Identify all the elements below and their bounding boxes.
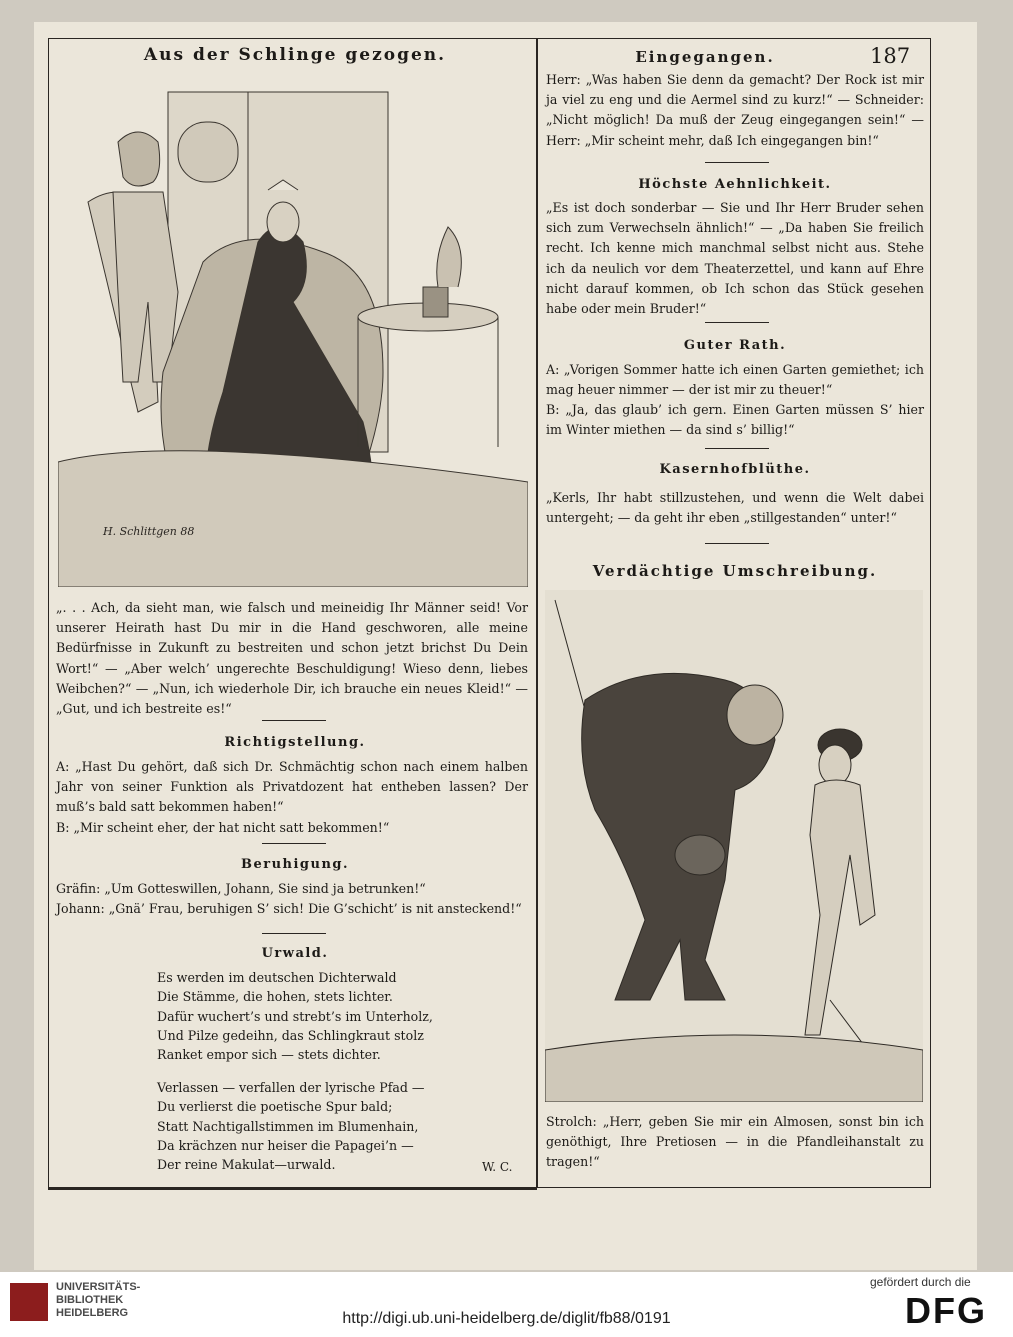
heading-kasernhof: Kasernhofblüthe. [659,462,811,477]
illustration-couple [58,82,528,587]
illustration-signature: H. Schlittgen 88 [103,525,195,538]
umschreibung-caption: Strolch: „Herr, geben Sie mir ein Almosen, sonst bin ich genöthigt, Ihre Pretiosen — in die Pfandleihanstalt zu tragen!“ [546,1114,924,1170]
library-name-line: UNIVERSITÄTS- [56,1281,141,1293]
guter-rath-b: B: „Ja, das glaub’ ich gern. Einen Garten müssen S’ hier im Winter miethen — da sind s’ billig!“ [546,402,924,438]
poem-stanza-2 [157,1078,457,1174]
dfg-logo: DFG [905,1290,987,1331]
poem-line: Die Stämme, die hohen, stets lichter. [157,989,393,1005]
poem-line: Ranket empor sich — stets dichter. [157,1047,381,1063]
poem-line: Da krächzen nur heiser die Papagei’n — [157,1137,414,1153]
poem-line: Und Pilze gedeihn, das Schlingkraut stolz [157,1027,424,1043]
left-bottom-rule [48,1188,537,1190]
beruhigung-line-1: Gräfin: „Um Gotteswillen, Johann, Sie sind ja betrunken!“ [56,881,426,896]
kasernhof-text: „Kerls, Ihr habt stillzustehen, und wenn die Welt dabei untergeht; — da geht ihr eben „stillgestanden“ unter!“ [546,490,924,526]
separator [705,322,769,323]
heading-umschreibung: Verdächtige Umschreibung. [592,562,878,580]
library-name-line: BIBLIOTHEK [56,1294,124,1306]
right-title: Eingegangen. [635,48,775,66]
heading-urwald: Urwald. [261,946,329,961]
guter-rath-a: A: „Vorigen Sommer hatte ich einen Garten gemiethet; ich mag heuer nimmer — der ist mir zu theuer!“ [546,362,924,398]
separator [705,543,769,544]
eingegangen-text: Herr: „Was haben Sie denn da gemacht? Der Rock ist mir ja viel zu eng und die Aermel sind zu kurz!“ — Schneider: „Nicht möglich! Da muß der Zeug eingegangen sein!“ — Herr: „Mir scheint mehr, daß Ich eingegangen bin!“ [546,72,924,148]
separator [262,843,326,844]
richtigstellung-b: B: „Mir scheint eher, der hat nicht satt bekommen!“ [56,820,390,835]
aehnlichkeit-text: „Es ist doch sonderbar — Sie und Ihr Herr Bruder sehen sich zum Verwechseln ähnlich!“ — „Da haben Sie freilich recht. Ich kenne mich manchmal selbst nicht aus. Stehe ich da neulich vor dem Theaterzettel, und kann auf Ehre nicht darauf kommen, ob Ich schon das Stück gesehen habe oder mein Bruder!“ [546,200,924,317]
left-title: Aus der Schlinge gezogen. [143,45,447,65]
heading-guter-rath: Guter Rath. [683,338,787,353]
illustration-tramp-and-gentleman [545,590,923,1102]
beruhigung-line-2: Johann: „Gnä’ Frau, beruhigen S’ sich! Die G’schicht’ is nit ansteckend!“ [56,901,522,916]
poem-line: Du verlierst die poetische Spur bald; [157,1099,393,1115]
separator [705,162,769,163]
poem-line: Es werden im deutschen Dichterwald [157,970,397,985]
poem-line: Verlassen — verfallen der lyrische Pfad — [157,1080,425,1095]
poem-line: Dafür wuchert’s und strebt’s im Unterholz, [157,1008,433,1024]
dialogue-text: „. . . Ach, da sieht man, wie falsch und meineidig Ihr Männer seid! Vor unserer Heirath hast Du mir in die Hand geschworen, alle meine Bedürfnisse in Zukunft zu bestreiten und schon jetzt brichst Du Dein Wort!“ — „Aber welch’ ungerechte Beschuldigung! Wieso denn, liebes Weibchen?“ — „Nun, ich wiederhole Dir, ich brauche ein neues Kleid!“ — „Gut, und ich bestreite es!“ [56,600,528,717]
richtigstellung-a: A: „Hast Du gehört, daß sich Dr. Schmächtig schon nach einem halben Jahr von seiner Funktion als Privatdozent hat entheben lassen? Der muß’s bald satt bekommen haben!“ [56,759,528,815]
column-rule [536,38,538,1188]
poem-line: Statt Nachtigallstimmen im Blumenhain, [157,1118,419,1134]
poem-signature: W. C. [482,1160,513,1174]
heading-richtigstellung: Richtigstellung. [224,735,366,750]
poem-stanza-1 [157,968,457,1064]
page-number: 187 [870,44,911,68]
heading-aehnlichkeit: Höchste Aehnlichkeit. [638,177,832,192]
funding-note: gefördert durch die [870,1275,971,1289]
separator [262,720,326,721]
library-name-line: HEIDELBERG [56,1307,129,1319]
poem-line: Der reine Makulat—urwald. [157,1157,336,1173]
separator [262,933,326,934]
heading-beruhigung: Beruhigung. [240,857,350,872]
source-url[interactable]: http://digi.ub.uni-heidelberg.de/diglit/fb88/0191 [342,1310,671,1327]
separator [705,448,769,449]
